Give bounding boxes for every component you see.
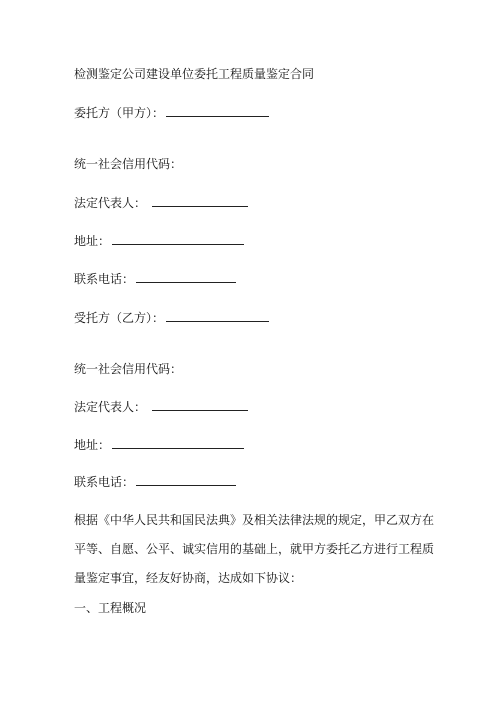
intro-paragraph: 根据《中华人民共和国民法典》及相关法律法规的规定，甲乙双方在平等、自愿、公平、诚实信用的基础上，就甲方委托乙方进行工程质量鉴定事宜，经友好协商，达成如下协议：: [74, 513, 435, 585]
party-a-line: [74, 105, 269, 121]
party-b-name-blank[interactable]: [166, 310, 269, 322]
party-a-legal-rep-label: 法定代表人：: [74, 196, 147, 210]
party-a-name-blank[interactable]: [166, 105, 269, 117]
party-a-address-label: 地址：: [74, 234, 111, 248]
party-a-phone-label: 联系电话：: [74, 272, 135, 286]
party-a-address-blank[interactable]: [112, 233, 244, 245]
party-a-credit-code-line: [74, 156, 182, 172]
document-title: [74, 66, 314, 82]
section-1-heading: [74, 600, 146, 616]
party-a-legal-rep-line: [74, 195, 248, 211]
party-b-phone-line: [74, 474, 236, 490]
party-b-address-line: [74, 437, 244, 453]
party-a-legal-rep-blank[interactable]: [152, 195, 248, 207]
party-b-address-blank[interactable]: [112, 437, 244, 449]
section-1-heading-text: 一、工程概况: [74, 601, 147, 615]
document-title-text: 检测鉴定公司建设单位委托工程质量鉴定合同: [74, 67, 315, 81]
party-b-line: [74, 310, 269, 326]
party-b-legal-rep-blank[interactable]: [152, 399, 248, 411]
party-b-credit-code-label: 统一社会信用代码：: [74, 362, 183, 376]
party-a-phone-blank[interactable]: [136, 271, 236, 283]
party-b-legal-rep-line: [74, 399, 248, 415]
party-b-address-label: 地址：: [74, 438, 111, 452]
party-b-label: 受托方（乙方）：: [74, 311, 165, 325]
party-b-phone-label: 联系电话：: [74, 475, 135, 489]
party-a-label: 委托方（甲方）：: [74, 106, 165, 120]
party-a-credit-code-label: 统一社会信用代码：: [74, 157, 183, 171]
party-b-legal-rep-label: 法定代表人：: [74, 400, 147, 414]
party-b-credit-code-line: [74, 361, 182, 377]
party-a-address-line: [74, 233, 244, 249]
party-b-phone-blank[interactable]: [136, 474, 236, 486]
party-a-phone-line: [74, 271, 236, 287]
